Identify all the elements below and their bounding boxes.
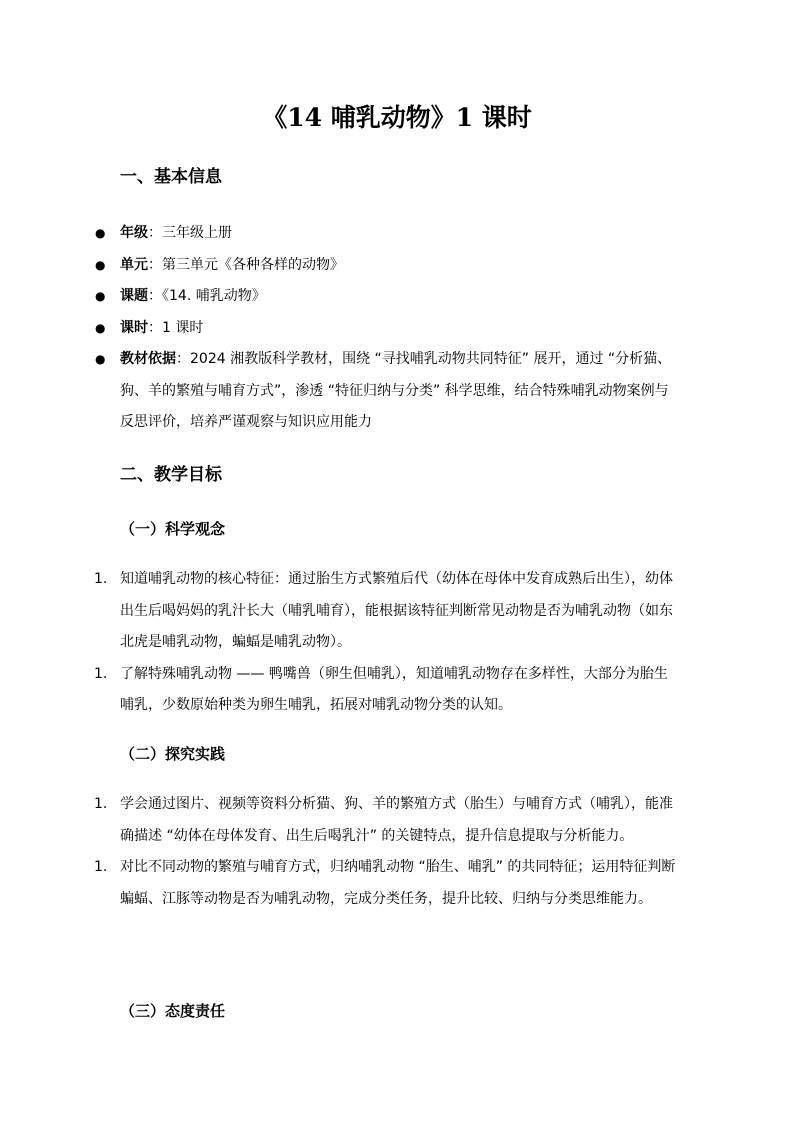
section-heading-basic-info: 一、基本信息 — [120, 167, 222, 187]
list-item — [95, 250, 680, 282]
list-item — [94, 564, 680, 659]
item-value: 第三单元《各种各样的动物》 — [162, 256, 344, 273]
item-number: 1. — [94, 859, 108, 875]
bullet-dot-icon: ● — [95, 289, 106, 303]
item-separator: ： — [148, 288, 162, 304]
list-item — [95, 218, 680, 250]
item-value: 《14. 哺乳动物》 — [162, 288, 266, 304]
list-item — [95, 313, 680, 345]
item-number: 1. — [94, 796, 108, 812]
item-separator: ： — [176, 351, 190, 367]
subsection-heading-science-concept: （一）科学观念 — [120, 520, 226, 538]
list-item — [94, 789, 680, 852]
item-label: 课题 — [120, 288, 148, 304]
page-title: 《14 哺乳动物》1 课时 — [262, 103, 532, 132]
subsection-heading-attitude-responsibility: （三）态度责任 — [120, 1002, 226, 1020]
item-text: 学会通过图片、视频等资料分析猫、狗、羊的繁殖方式（胎生）与哺育方式（哺乳），能准确描述 “幼体在母体发育、出生后喝乳汁” 的关键特点，提升信息提取与分析能力。 — [120, 796, 673, 844]
item-label: 单元 — [120, 256, 148, 273]
item-label: 年级 — [120, 225, 148, 241]
bullet-dot-icon: ● — [95, 257, 106, 272]
item-value: 三年级上册 — [162, 225, 232, 241]
item-label: 教材依据 — [120, 351, 176, 367]
item-separator: ： — [148, 319, 162, 336]
section-heading-teaching-goals: 二、教学目标 — [120, 465, 222, 485]
science-concept-list — [94, 564, 680, 722]
bullet-dot-icon: ● — [95, 226, 106, 240]
item-text: 了解特殊哺乳动物 —— 鸭嘴兽（卵生但哺乳），知道哺乳动物存在多样性，大部分为胎生哺乳，少数原始种类为卵生哺乳，拓展对哺乳动物分类的认知。 — [120, 665, 668, 713]
list-item — [94, 852, 680, 915]
item-number: 1. — [94, 665, 108, 682]
list-item — [95, 344, 680, 439]
item-value: 1 课时 — [162, 319, 204, 336]
bullet-dot-icon: ● — [95, 352, 106, 366]
item-text: 对比不同动物的繁殖与哺育方式，归纳哺乳动物 “胎生、哺乳” 的共同特征；运用特征判断蝙蝠、江豚等动物是否为哺乳动物，完成分类任务，提升比较、归纳与分类思维能力。 — [120, 859, 676, 907]
item-separator: ： — [148, 256, 162, 273]
item-value: 2024 湘教版科学教材，围绕 “寻找哺乳动物共同特征” 展开，通过 “分析猫、狗、羊的繁殖与哺育方式”，渗透 “特征归纳与分类” 科学思维，结合特殊哺乳动物案例与反思评价，培养严谨观察与知识应用能力 — [120, 351, 672, 430]
bullet-dot-icon: ● — [95, 320, 106, 335]
item-separator: ： — [148, 225, 162, 241]
item-number: 1. — [94, 571, 108, 587]
list-item — [95, 281, 680, 313]
list-item — [94, 659, 680, 722]
inquiry-practice-list — [94, 789, 680, 915]
item-label: 课时 — [120, 319, 148, 336]
basic-info-list — [95, 218, 680, 439]
item-text: 知道哺乳动物的核心特征：通过胎生方式繁殖后代（幼体在母体中发育成熟后出生），幼体出生后喝妈妈的乳汁长大（哺乳哺育），能根据该特征判断常见动物是否为哺乳动物（如东北虎是哺乳动物，蝙蝠是哺乳动物）。 — [120, 571, 673, 650]
subsection-heading-inquiry-practice: （二）探究实践 — [120, 745, 226, 763]
